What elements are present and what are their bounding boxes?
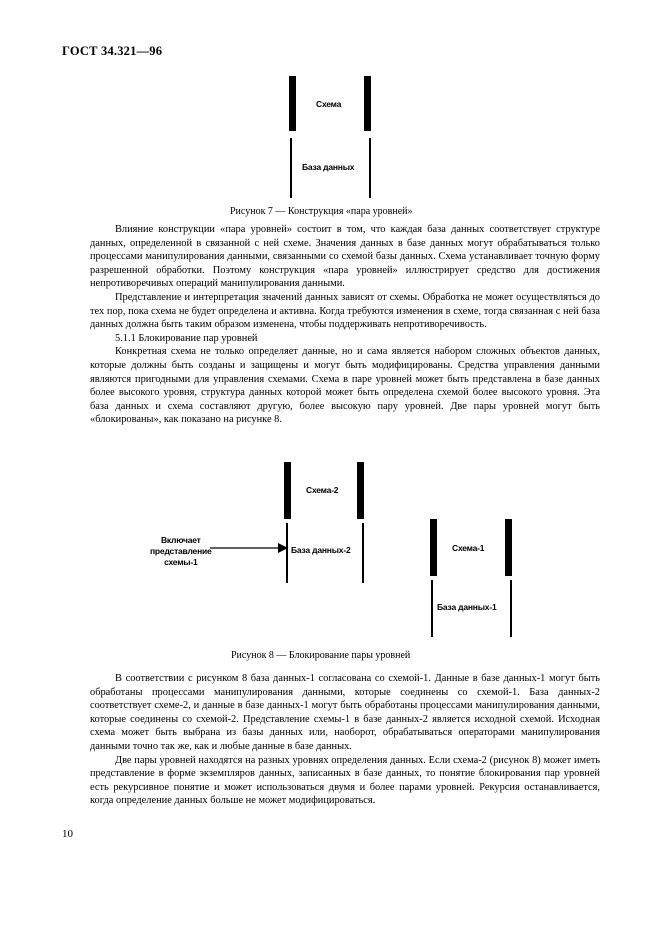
paragraph-3: Конкретная схема не только определяет данные, но и сама является набором сложных объектов данных, которые должны быть созданы и защищены и могут быть модифицированы. Средства управления данными являются пригодными для управления схемами. Схема в паре уровней может быть представлена в базе данных более высокого уровня, структура данных которой может быть определена схемой более высокого уровня. Эта база данных и схема составляют другую, более высокую пару уровней. Две пары уровней могут быть «блокированы», как показано на рисунке 8. bbox=[90, 346, 600, 426]
database-label: База данных bbox=[302, 162, 355, 172]
text-block-2 bbox=[90, 672, 600, 808]
text-block-1 bbox=[90, 223, 600, 427]
page-number: 10 bbox=[62, 828, 73, 840]
figure-7-caption: Рисунок 7 — Конструкция «пара уровней» bbox=[230, 206, 413, 217]
paragraph-4: В соответствии с рисунком 8 база данных-1 согласована со схемой-1. Данные в базе данных-1 могут быть обработаны процессами манипулирования данными, которые соединены со схемой-1. База данных-2 соответствует схеме-2, и данные в базе данных-1 могут быть обработаны процессами манипулирования данными, которые соединены со схемой-2. Представление схемы-1 в базе данных-2 является исходной схемой. Исходная схема может быть выбрана из базы данных или, наоборот, обрабатываться операторами манипулирования данными точно так же, как и любые данные в базе данных. bbox=[90, 673, 600, 752]
figure-8-caption: Рисунок 8 — Блокирование пары уровней bbox=[231, 650, 411, 661]
paragraph-5: Две пары уровней находятся на разных уровнях определения данных. Если схема-2 (рисунок 8) может иметь представление в форме экземпляров данных, записанных в базе данных, то понятие блокирования пар уровней есть рекурсивное понятие и может использоваться двумя и более парами уровней. Рекурсия останавливается, когда определение данных больше не может модифицироваться. bbox=[90, 754, 600, 807]
schema1-right-bar bbox=[505, 519, 512, 576]
paragraph-1: Влияние конструкции «пара уровней» состоит в том, что каждая база данных соответствует структуре данных, определенной в связанной с ней схеме. Значения данных в базе данных могут обрабатываться только процессами манипулирования данными, связанными со схемой базы данных. Схема устанавливает точную форму разрешенной обработки. Поэтому конструкция «пара уровней» иллюстрирует средство для достижения непротиворечивых операций манипулирования данными. bbox=[90, 224, 600, 290]
database2-label: База данных-2 bbox=[291, 545, 351, 555]
schema2-left-bar bbox=[284, 462, 291, 519]
schema2-label: Схема-2 bbox=[306, 485, 339, 495]
schema2-right-bar bbox=[357, 462, 364, 519]
database1-left-line bbox=[431, 580, 433, 637]
database-right-line bbox=[369, 138, 371, 198]
database2-right-line bbox=[362, 523, 364, 583]
schema1-left-bar bbox=[430, 519, 437, 576]
database1-label: База данных-1 bbox=[437, 602, 497, 612]
schema-label: Схема bbox=[316, 99, 342, 109]
schema1-label: Схема-1 bbox=[452, 543, 485, 553]
includes-label: Включает представление схемы-1 bbox=[150, 535, 212, 567]
document-header: ГОСТ 34.321—96 bbox=[62, 44, 163, 58]
schema-left-bar bbox=[289, 76, 296, 131]
database-left-line bbox=[290, 138, 292, 198]
database1-right-line bbox=[510, 580, 512, 637]
includes-arrow bbox=[210, 541, 290, 555]
schema-right-bar bbox=[364, 76, 371, 131]
section-heading: 5.1.1 Блокирование пар уровней bbox=[115, 332, 258, 344]
paragraph-2: Представление и интерпретация значений данных зависят от схемы. Обработка не может осуществляться до тех пор, пока схема не будет определена и активна. Когда требуются изменения в схеме, тогда связанная с ней база данных должна быть таким образом изменена, чтобы поддерживать непротиворечивость. bbox=[90, 291, 600, 331]
